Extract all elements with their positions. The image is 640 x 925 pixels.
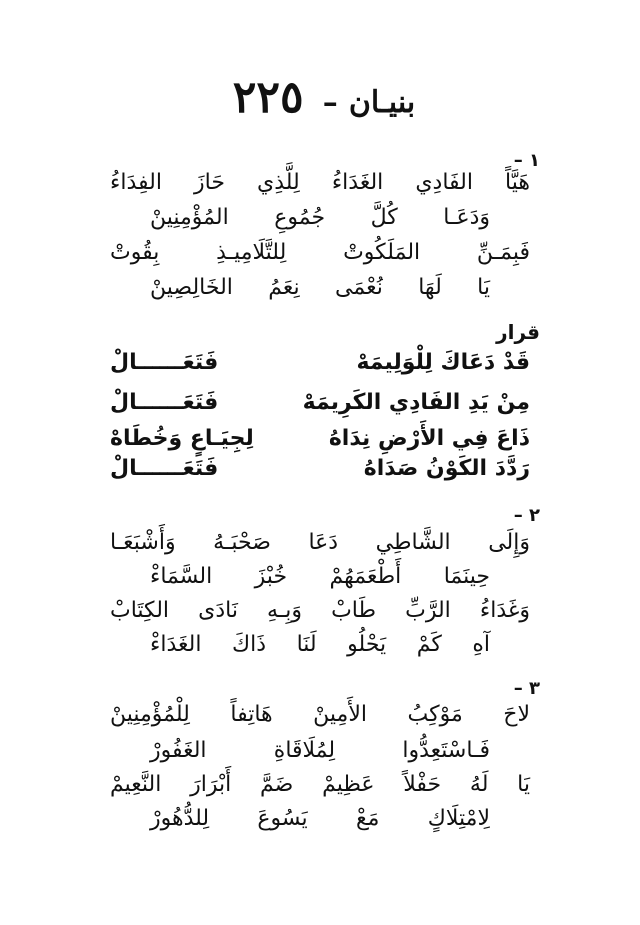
verse-3-line-3: يَا لَهُ حَفْلاً عَظِيمْ ضَمَّ أَبْرَارَ النَّعِيمْ (110, 772, 530, 797)
chorus-label: قرار (496, 320, 540, 344)
verse-1-marker: ١ – (513, 150, 540, 171)
verse-1-line-1: هَيَّاً الفَادِي الغَدَاءُ لِلَّذِي حَازَ الفِدَاءُ (110, 170, 530, 195)
chorus-line-4-first: رَدَّدَ الكَوْنُ صَدَاهُ (363, 456, 530, 481)
chorus-line-1 (110, 350, 530, 380)
verse-2-marker: ٢ – (513, 505, 540, 526)
chorus-line-2-first: مِنْ يَدِ الفَادِي الكَرِيمَهْ (302, 390, 530, 415)
verse-2-line-1: وَإِلَى الشَّاطِي دَعَا صَحْبَـهُ وَأَشْبَعَـا (110, 530, 530, 555)
verse-3-line-4: لِامْتِلَاكٍ مَعْ يَسُوعَ لِلدُّهُورْ (150, 806, 490, 831)
verse-1-line-2: وَدَعَـا كُلَّ جُمُوعِ المُؤْمِنِينْ (150, 205, 490, 230)
chorus-line-1-first: قَدْ دَعَاكَ لِلْوَلِيمَهْ (356, 350, 530, 375)
chorus-line-3-second: لِجِيَـاعٍ وَخُطَاهْ (110, 426, 254, 451)
chorus-line-3-first: ذَاعَ فِي الأَرْضِ نِدَاهُ (328, 426, 530, 451)
chorus-line-4-second: فَتَعَــــــالْ (110, 456, 219, 481)
hymn-title: بنيـان (348, 85, 416, 120)
chorus-line-4 (110, 456, 530, 486)
verse-2-line-3: وَغَدَاءُ الرَّبِّ طَابْ وَبِـهِ نَادَى الكِتَابْ (110, 598, 530, 623)
page-header (0, 72, 640, 123)
chorus-line-2-second: فَتَعَــــــالْ (110, 390, 219, 415)
verse-3-line-1: لاحَ مَوْكِبُ الأَمِينْ هَاتِفاً لِلْمُؤْمِنِينْ (110, 702, 530, 727)
verse-2-line-2: حِينَمَا أَطْعَمَهُمْ خُبْزَ السَّمَاءْ (150, 564, 490, 589)
verse-1-line-4: يَا لَهَا نُعْمَى نِعَمُ الخَالِصِينْ (150, 275, 490, 300)
verse-3-line-2: فَـاسْتَعِدُّوا لِمُلَاقَاةِ الغَفُورْ (150, 738, 490, 763)
verse-3-marker: ٣ – (513, 678, 540, 699)
chorus-line-1-second: فَتَعَــــــالْ (110, 350, 219, 375)
chorus-line-3 (110, 426, 530, 456)
chorus-line-2 (110, 390, 530, 420)
header-separator: – (322, 85, 338, 120)
verse-1-line-3: فَبِمَـنِّ المَلَكُوتْ لِلتَّلَامِيـذِ بِقُوتْ (110, 240, 530, 265)
verse-2-line-4: آهِ كَمْ يَحْلُو لَنَا ذَاكَ الغَدَاءْ (150, 632, 490, 657)
hymn-number: ٢٢٥ (232, 72, 304, 123)
